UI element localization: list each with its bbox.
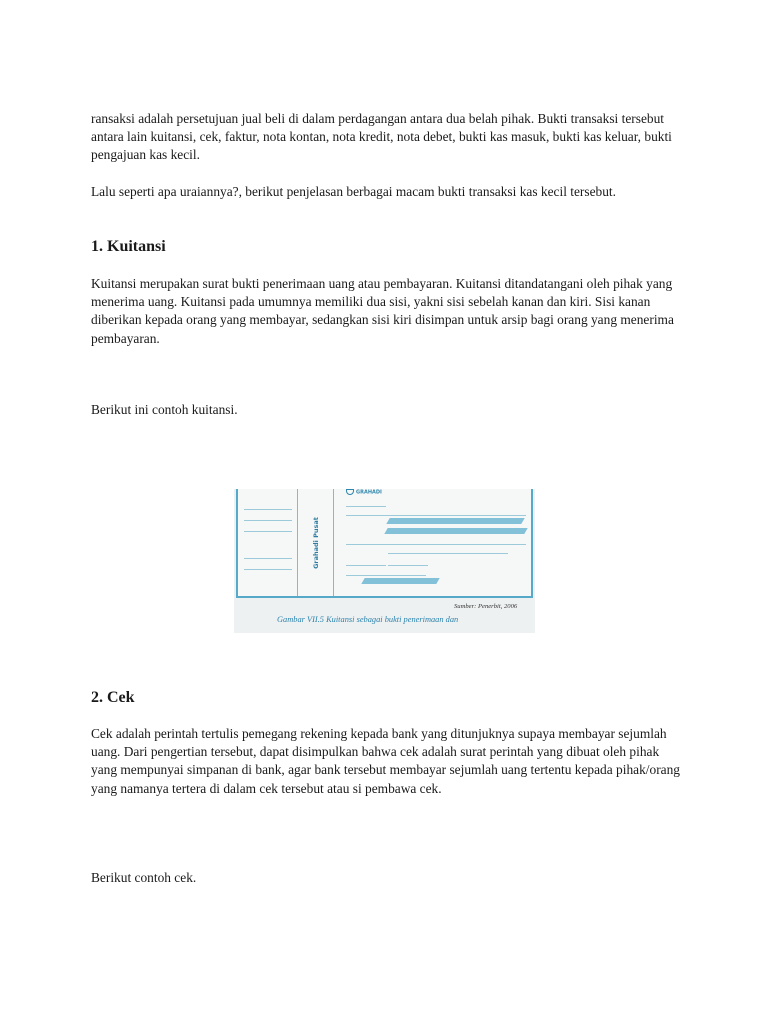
receipt-band (384, 528, 527, 534)
kuitansi-body: Kuitansi merupakan surat bukti penerimaan uang atau pembayaran. Kuitansi ditandatangani oleh pihak yang menerima uang. Kuitansi pada umumnya memiliki dua sisi, yakni sisi sebelah kanan dan kiri. Sisi kanan diberikan kepada orang yang membayar, sedangkan sisi kiri disimpan untuk arsip bagi orang yang menerima pembayaran. (91, 276, 674, 346)
receipt-company-name: Grahadi Pusat (311, 516, 320, 569)
section-heading-cek: 2. Cek (91, 689, 135, 706)
receipt-band (361, 578, 439, 584)
section-heading-kuitansi: 1. Kuitansi (91, 238, 166, 255)
kuitansi-example-image (234, 489, 535, 633)
figure-caption: Gambar VII.5 Kuitansi sebagai bukti penerimaan dan (277, 615, 459, 624)
cek-example-intro: Berikut contoh cek. (91, 870, 197, 885)
receipt-band (386, 518, 524, 524)
cek-body: Cek adalah perintah tertulis pemegang rekening kepada bank yang ditunjuknya supaya membayar sejumlah uang. Dari pengertian tersebut, dapat disimpulkan bahwa cek adalah surat perintah yang dibuat oleh pihak yang mempunyai simpanan di bank, agar bank tersebut membayar sejumlah uang tertentu kepada pihak/orang yang namanya tertera di dalam cek tersebut atau si pembawa cek. (91, 726, 680, 796)
figure-source: Sumber: Penerbit, 2006 (454, 603, 518, 610)
intro-paragraph-2: Lalu seperti apa uraiannya?, berikut penjelasan berbagai macam bukti transaksi kas kecil tersebut. (91, 184, 617, 199)
kuitansi-example-intro: Berikut ini contoh kuitansi. (91, 402, 238, 417)
intro-paragraph: ransaksi adalah persetujuan jual beli di dalam perdagangan antara dua belah pihak. Bukti transaksi tersebut antara lain kuitansi, cek, faktur, nota kontan, nota kredit, nota debet, bukti kas masuk, bukti kas keluar, bukti pengajuan kas kecil. (91, 111, 672, 163)
receipt-logo: GRAHADI (346, 489, 382, 496)
receipt-frame (236, 489, 533, 598)
